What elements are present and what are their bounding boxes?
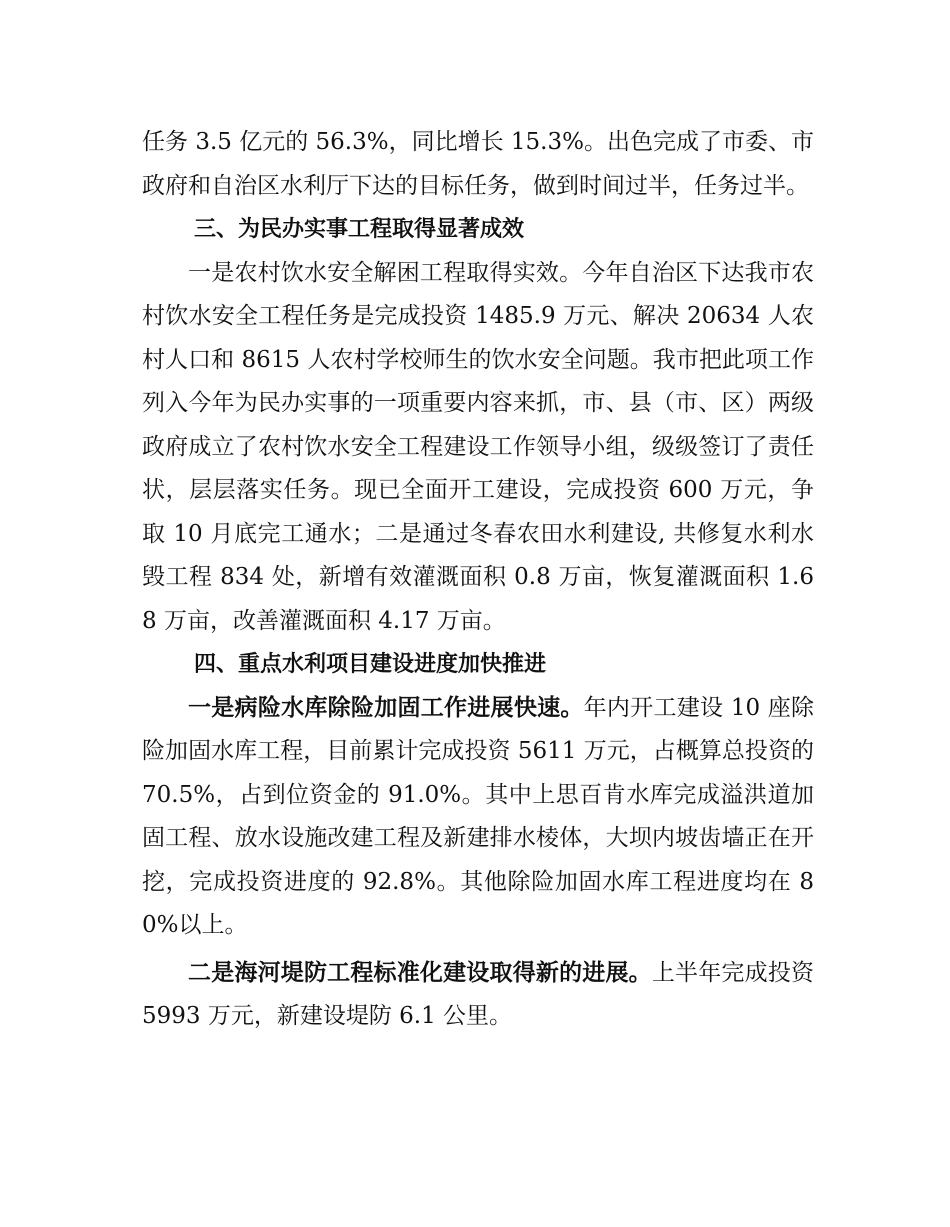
paragraph-reservoir-reinforcement [142,687,814,948]
paragraph-lead-embankment: 二是海河堤防工程标准化建设取得新的进展。 [188,959,652,986]
paragraph-body-embankment: 上半年完成投资 5993 万元，新建设堤防 6.1 公里。 [142,959,815,1029]
paragraph-embankment-construction [142,952,814,1039]
paragraph-lead-reservoir: 一是病险水库除险加固工作进展快速。 [188,694,584,721]
paragraph-task-completion: 任务 3.5 亿元的 56.3%，同比增长 15.3%。出色完成了市委、市政府和自治区水利厅下达的目标任务，做到时间过半，任务过半。 [142,129,814,199]
document-body [142,121,814,1039]
paragraph-rural-water-safety: 一是农村饮水安全解困工程取得实效。今年自治区下达我市农村饮水安全工程任务是完成投资 1485.9 万元、解决 20634 人农村人口和 8615 人农村学校师生的饮水安全问题。我市把此项工作列入今年为民办实事的一项重要内容来抓，市、县（市、区）两级政府成立了农村饮水安全工程建设工作领导小组，级级签订了责任状，层层落实任务。现已全面开工建设，完成投资 600 万元，争取 10 月底完工通水；二是通过冬春农田水利建设, 共修复水利水毁工程 834 处，新增有效灌溉面积 0.8 万亩，恢复灌溉面积 1.68 万亩，改善灌溉面积 4.17 万亩。 [142,259,814,634]
section-heading-4: 四、重点水利项目建设进度加快推进 [194,652,547,677]
section-heading-3: 三、为民办实事工程取得显著成效 [194,217,525,242]
paragraph-body-reservoir: 年内开工建设 10 座除险加固水库工程，目前累计完成投资 5611 万元，占概算总投资的 70.5%，占到位资金的 91.0%。其中上思百肯水库完成溢洪道加固工程、放水设施改建工程及新建排水棱体，大坝内坡齿墙正在开挖，完成投资进度的 92.8%。其他除险加固水库工程进度均在 80%以上。 [142,694,815,938]
